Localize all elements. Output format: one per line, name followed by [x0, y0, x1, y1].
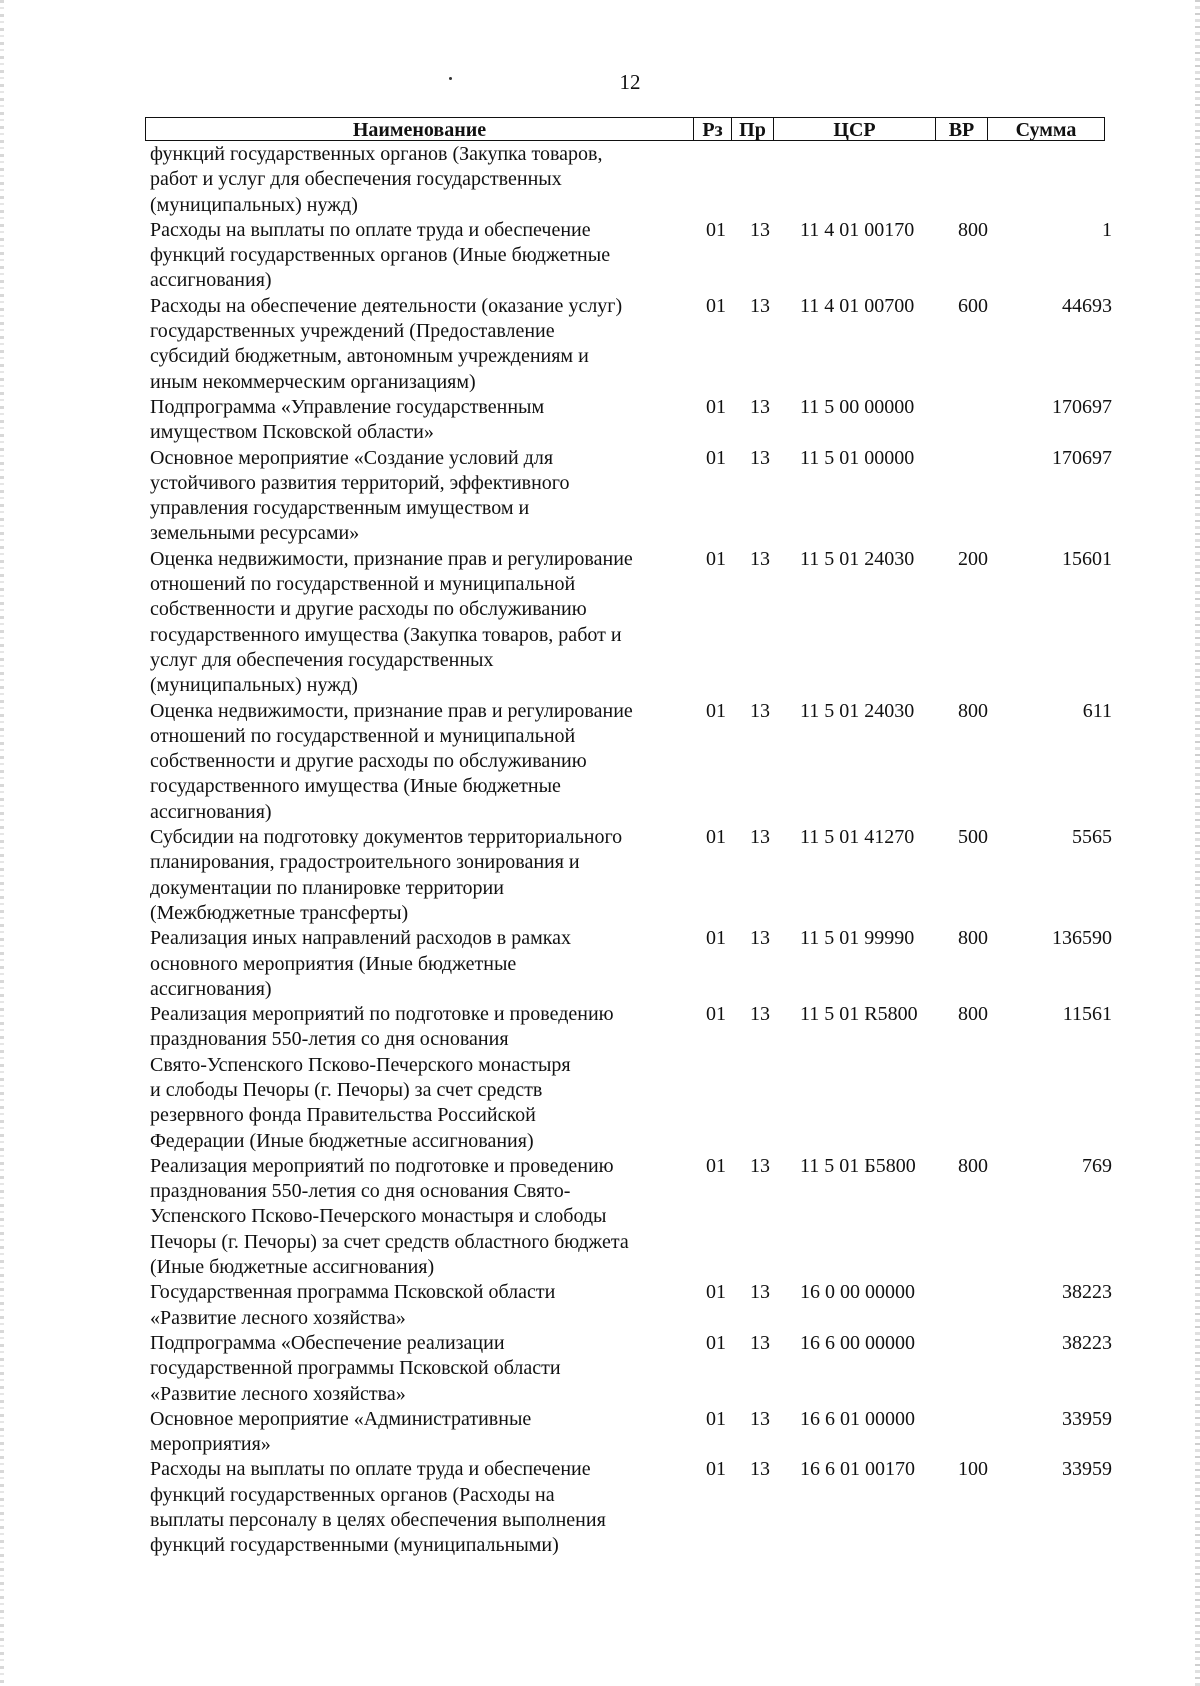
row-vr: 600: [958, 294, 988, 317]
row-csr: 11 5 01 Б5800: [800, 1154, 916, 1177]
row-name: Расходы на выплаты по оплате труда и обеспечение функций государственных органов (Иные бюджетные ассигнования): [150, 218, 611, 292]
table-row: [150, 1154, 1112, 1280]
row-rz: 01: [706, 927, 726, 950]
table-row: [150, 1331, 1112, 1407]
table-row: [150, 142, 1112, 218]
row-rz: 01: [706, 1331, 726, 1354]
row-csr: 11 4 01 00170: [800, 218, 915, 241]
row-rz: 01: [706, 218, 726, 241]
header-pr: Пр: [731, 117, 773, 141]
table-row: [150, 1280, 1112, 1331]
row-sum: 170697: [1052, 446, 1112, 469]
row-csr: 16 0 00 00000: [800, 1281, 915, 1304]
row-pr: 13: [750, 1154, 770, 1177]
table-row: [150, 825, 1112, 926]
row-csr: 11 5 01 99990: [800, 927, 915, 950]
row-pr: 13: [750, 1281, 770, 1304]
table-header: [145, 117, 1117, 141]
table-row: [150, 446, 1112, 547]
row-sum: 15601: [1062, 547, 1112, 570]
row-rz: 01: [706, 1281, 726, 1304]
row-csr: 11 4 01 00700: [800, 294, 915, 317]
row-pr: 13: [750, 927, 770, 950]
row-sum: 11561: [1062, 1003, 1112, 1026]
page-number: 12: [619, 70, 641, 94]
header-vr: ВР: [935, 117, 987, 141]
row-vr: 800: [958, 1154, 988, 1177]
row-sum: 38223: [1062, 1281, 1112, 1304]
row-sum: 1: [1102, 218, 1112, 241]
row-sum: 33959: [1062, 1458, 1112, 1481]
header-sum: Сумма: [987, 117, 1105, 141]
scan-edge-right: [1195, 0, 1200, 1686]
table-row: [150, 294, 1112, 395]
row-rz: 01: [706, 1407, 726, 1430]
table-row: [150, 699, 1112, 825]
row-csr: 16 6 01 00170: [800, 1458, 915, 1481]
row-sum: 5565: [1072, 826, 1112, 849]
row-pr: 13: [750, 1331, 770, 1354]
row-rz: 01: [706, 446, 726, 469]
row-name: Основное мероприятие «Административные мероприятия»: [150, 1407, 532, 1456]
row-rz: 01: [706, 1154, 726, 1177]
row-name: Основное мероприятие «Создание условий для устойчивого развития территорий, эффективного управления государственным имуществом и земельными ресурсами»: [150, 446, 570, 545]
row-vr: 800: [958, 218, 988, 241]
row-sum: 38223: [1062, 1331, 1112, 1354]
row-name: Подпрограмма «Обеспечение реализации государственной программы Псковской области «Развитие лесного хозяйства»: [150, 1331, 561, 1405]
row-pr: 13: [750, 446, 770, 469]
scan-speck: [449, 77, 452, 80]
table-row: [150, 1457, 1112, 1558]
row-name: Государственная программа Псковской области «Развитие лесного хозяйства»: [150, 1281, 556, 1329]
row-csr: 11 5 01 R5800: [800, 1003, 918, 1026]
row-vr: 200: [958, 547, 988, 570]
row-rz: 01: [706, 1003, 726, 1026]
row-vr: 500: [958, 826, 988, 849]
row-rz: 01: [706, 294, 726, 317]
row-csr: 11 5 01 24030: [800, 699, 915, 722]
row-name: Расходы на обеспечение деятельности (оказание услуг) государственных учреждений (Предоставление субсидий бюджетным, автономным учреждениям и иным некоммерческим организациям): [150, 294, 623, 393]
row-sum: 136590: [1052, 927, 1112, 950]
row-csr: 16 6 01 00000: [800, 1407, 915, 1430]
row-csr: 11 5 00 00000: [800, 395, 915, 418]
row-pr: 13: [750, 826, 770, 849]
row-sum: 33959: [1062, 1407, 1112, 1430]
row-csr: 11 5 01 24030: [800, 547, 915, 570]
row-rz: 01: [706, 826, 726, 849]
header-rz: Рз: [693, 117, 731, 141]
row-name: Расходы на выплаты по оплате труда и обеспечение функций государственных органов (Расходы на выплаты персоналу в целях обеспечения выполнения функций государственными (муниципальными): [150, 1458, 606, 1557]
header-name: Наименование: [145, 117, 693, 141]
row-name: Реализация мероприятий по подготовке и проведению празднования 550-летия со дня основания Свято- Успенского Псково-Печерского монастыря и слободы Печоры (г. Печоры) за счет средств областного бюджета (Иные бюджетные ассигнования): [150, 1154, 629, 1279]
row-pr: 13: [750, 395, 770, 418]
row-csr: 16 6 00 00000: [800, 1331, 915, 1354]
row-pr: 13: [750, 1407, 770, 1430]
row-sum: 611: [1082, 699, 1112, 722]
row-vr: 800: [958, 927, 988, 950]
row-sum: 44693: [1062, 294, 1112, 317]
row-csr: 11 5 01 00000: [800, 446, 915, 469]
row-pr: 13: [750, 1003, 770, 1026]
row-pr: 13: [750, 547, 770, 570]
table-row: [150, 926, 1112, 1002]
row-name: Реализация иных направлений расходов в рамках основного мероприятия (Иные бюджетные ассигнования): [150, 927, 572, 1000]
table-row: [150, 1002, 1112, 1154]
row-pr: 13: [750, 1458, 770, 1481]
row-pr: 13: [750, 294, 770, 317]
row-name: Реализация мероприятий по подготовке и проведению празднования 550-летия со дня основания Свято-Успенского Псково-Печерского монастыря и слободы Печоры (г. Печоры) за счет средств резервного фонда Правительства Российской Федерации (Иные бюджетные ассигнования): [150, 1003, 614, 1152]
table-row: [150, 395, 1112, 446]
row-csr: 11 5 01 41270: [800, 826, 915, 849]
row-pr: 13: [750, 699, 770, 722]
row-name: функций государственных органов (Закупка товаров, работ и услуг для обеспечения государственных (муниципальных) нужд): [150, 143, 603, 216]
row-rz: 01: [706, 395, 726, 418]
row-rz: 01: [706, 699, 726, 722]
table-body: [150, 142, 1112, 1559]
row-name: Подпрограмма «Управление государственным имуществом Псковской области»: [150, 395, 545, 444]
row-sum: 170697: [1052, 395, 1112, 418]
row-pr: 13: [750, 218, 770, 241]
scan-edge-left: [0, 0, 4, 1686]
row-sum: 769: [1082, 1154, 1112, 1177]
row-name: Оценка недвижимости, признание прав и регулирование отношений по государственной и муниципальной собственности и другие расходы по обслуживанию государственного имущества (Иные бюджетные ассигнования): [150, 699, 633, 823]
row-name: Субсидии на подготовку документов территориального планирования, градостроительного зонирования и документации по планировке территории (Межбюджетные трансферты): [150, 826, 623, 924]
table-row: [150, 218, 1112, 294]
header-csr: ЦСР: [773, 117, 935, 141]
row-rz: 01: [706, 547, 726, 570]
table-row: [150, 547, 1112, 699]
row-vr: 800: [958, 699, 988, 722]
row-vr: 800: [958, 1003, 988, 1026]
row-vr: 100: [958, 1458, 988, 1481]
row-rz: 01: [706, 1458, 726, 1481]
row-name: Оценка недвижимости, признание прав и регулирование отношений по государственной и муниципальной собственности и другие расходы по обслуживанию государственного имущества (Закупка товаров, работ и услуг для обеспечения государственных (муниципальных) нужд): [150, 547, 633, 697]
table-row: [150, 1407, 1112, 1458]
